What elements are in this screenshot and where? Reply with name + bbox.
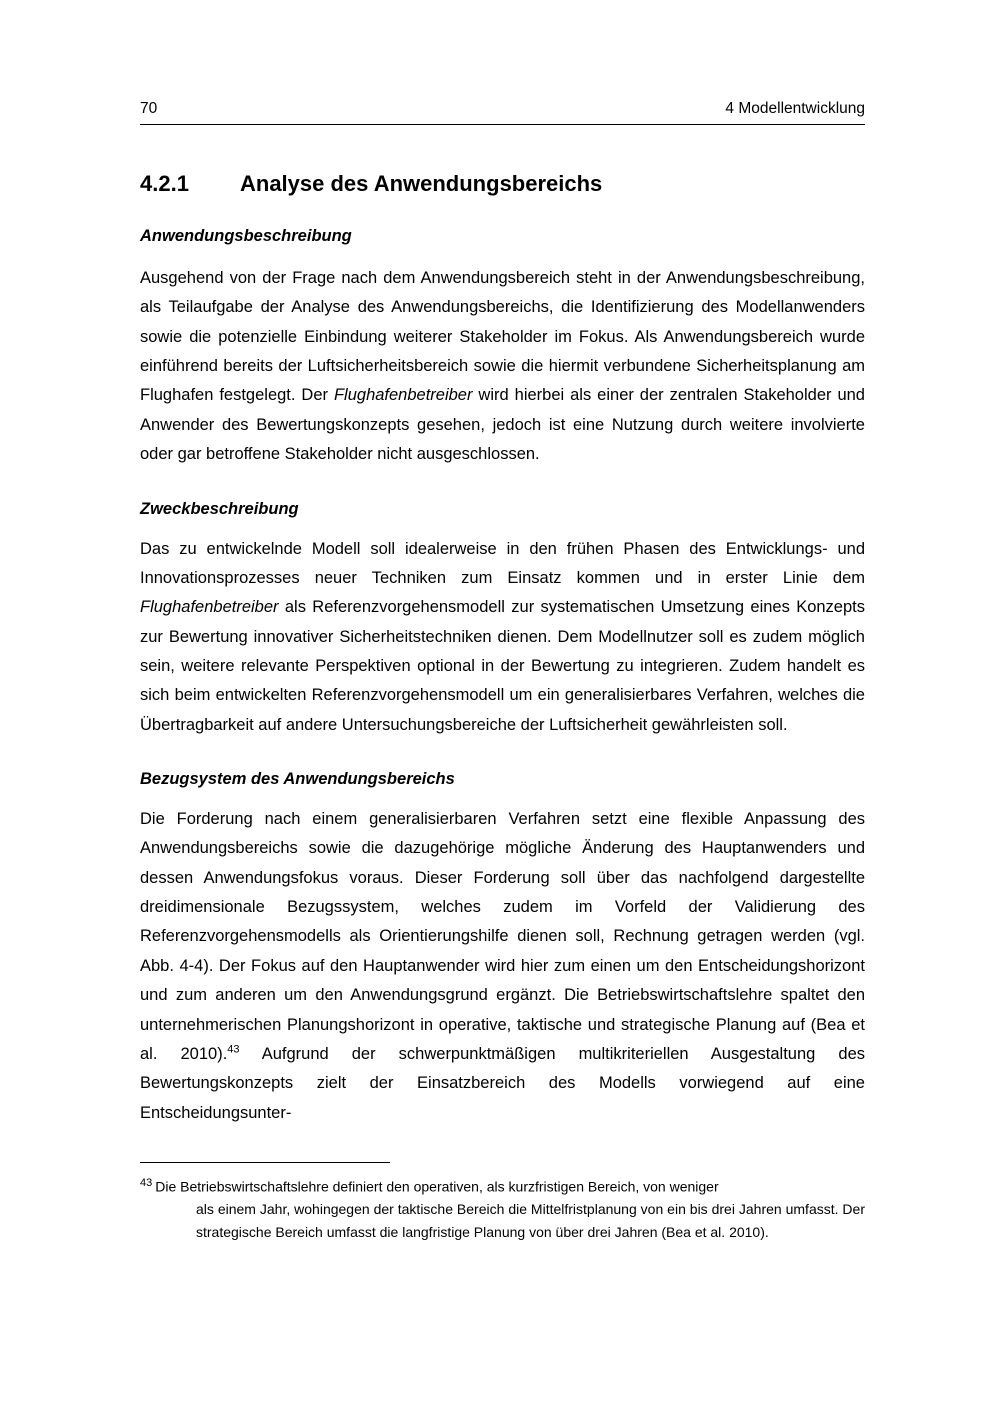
footnote-line1: Die Betriebswirtschaftslehre definiert den operativen, als kurzfristigen Bereich, von weniger <box>155 1178 719 1195</box>
subsection-heading-anwendungsbeschreibung: Anwendungsbeschreibung <box>140 227 352 245</box>
section-heading <box>140 171 865 197</box>
chapter-title: 4 Modellentwicklung <box>725 100 865 117</box>
paragraph-zweckbeschreibung <box>140 535 865 741</box>
footnote-43 <box>140 1175 865 1244</box>
paragraph-bezugsystem <box>140 805 865 1128</box>
footnote-area <box>140 1162 865 1244</box>
paragraph-text-part2: als Referenzvorgehensmodell zur systematischen Umsetzung eines Konzepts zur Bewertung innovativer Sicherheitstechniken dienen. Dem Modellnutzer soll es zudem möglich sein, weitere relevante Perspektiven optional in der Bewertung zu integrieren. Zudem handelt es sich beim entwickelten Referenzvorgehensmodell um ein generalisierbares Verfahren, welches die Übertragbarkeit auf andere Untersuchungsbereiche der Luftsicherheit gewährleisten soll. <box>140 598 865 734</box>
subsection-heading-bezugsystem: Bezugsystem des Anwendungsbereichs <box>140 770 455 789</box>
footnote-reference-43[interactable]: 43 <box>227 1043 240 1056</box>
emphasis-flughafenbetreiber: Flughafenbetreiber <box>140 598 279 617</box>
paragraph-anwendungsbeschreibung <box>140 264 865 470</box>
footnote-rest: als einem Jahr, wohingegen der taktische Bereich die Mittelfristplanung von ein bis drei Jahren umfasst. Der strategische Bereich umfasst die langfristige Planung von über drei Jahren (Bea et al. 2010). <box>196 1201 865 1240</box>
footnote-separator <box>140 1162 390 1163</box>
paragraph-text-part1: Das zu entwickelnde Modell soll idealerweise in den frühen Phasen des Entwicklungs- und Innovationsprozesses neuer Techniken zum Einsatz kommen und in erster Linie dem <box>140 539 865 587</box>
emphasis-flughafenbetreiber: Flughafenbetreiber <box>333 386 473 405</box>
subsection-heading-zweckbeschreibung: Zweckbeschreibung <box>140 499 299 518</box>
section-title: Analyse des Anwendungsbereichs <box>240 171 603 196</box>
page-content <box>140 100 865 1244</box>
footnote-number: 43 <box>140 1176 153 1189</box>
paragraph-text-part1: Die Forderung nach einem generalisierbaren Verfahren setzt eine flexible Anpassung des Anwendungsbereichs sowie die dazugehörige mögliche Änderung des Hauptanwenders und dessen Anwendungsfokus voraus. Dieser Forderung soll über das nachfolgend dargestellte dreidimensionale Bezugssystem, welches zudem im Vorfeld der Validierung des Referenzvorgehensmodells als Orientierungshilfe dienen soll, Rechnung getragen werden (vgl. Abb. 4-4). Der Fokus auf den Hauptanwender wird hier zum einen um den Entscheidungshorizont und zum anderen um den Anwendungsgrund ergänzt. Die Betriebswirtschaftslehre spaltet den unternehmerischen Planungshorizont in operative, taktische und strategische Planung auf (Bea et al. 2010). <box>140 810 865 1063</box>
paragraph-text-part2: wird hierbei als einer der zentralen Stakeholder und Anwender des Bewertungskonzepts gesehen, jedoch ist eine Nutzung durch weitere involvierte oder gar betroffene Stakeholder nicht ausgeschlossen. <box>140 386 865 464</box>
paragraph-text-part1: Ausgehend von der Frage nach dem Anwendungsbereich steht in der Anwendungsbeschreibung, als Teilaufgabe der Analyse des Anwendungsbereichs, die Identifizierung des Modellanwenders sowie die potenzielle Einbindung weiterer Stakeholder im Fokus. Als Anwendungsbereich wurde einführend bereits der Luftsicherheitsbereich sowie die hiermit verbundene Sicherheitsplanung am Flughafen festgelegt. Der <box>140 269 865 405</box>
paragraph-text-part2: Aufgrund der schwerpunktmäßigen multikriteriellen Ausgestaltung des Bewertungskonzepts zielt der Einsatzbereich des Modells vorwiegend auf eine Entscheidungsunter- <box>140 1044 866 1122</box>
page-number: 70 <box>140 100 158 117</box>
running-head <box>140 100 865 125</box>
section-number: 4.2.1 <box>140 171 189 196</box>
